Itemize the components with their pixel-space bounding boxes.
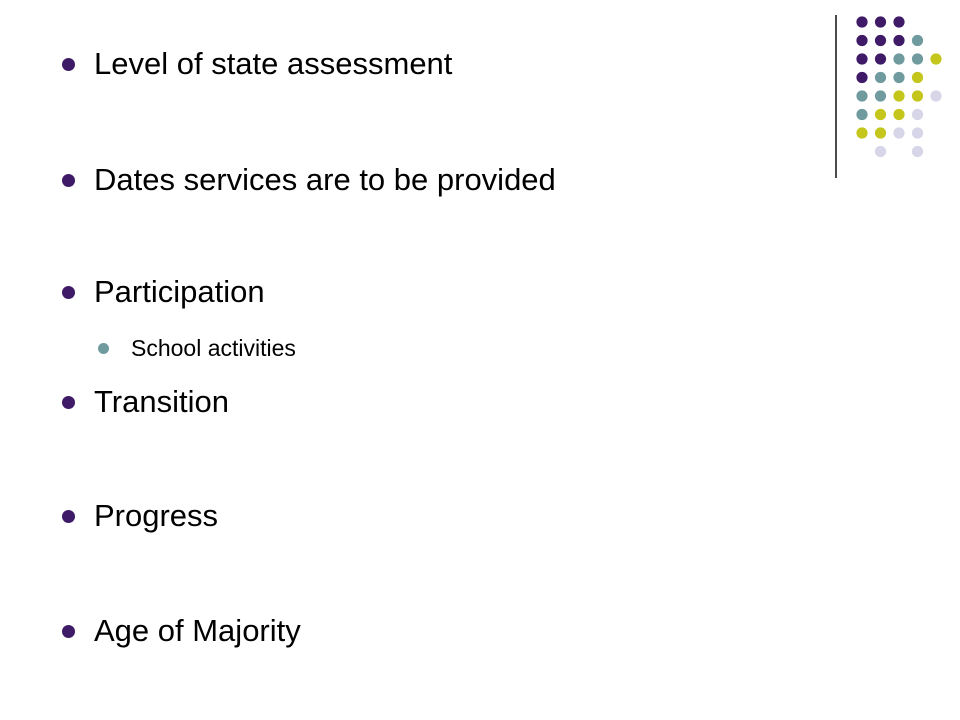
decor-dot-lime xyxy=(893,109,904,120)
decor-dot-purple xyxy=(875,53,886,64)
decor-dot-purple xyxy=(856,53,867,64)
decor-dot-purple xyxy=(856,35,867,46)
decor-dot-lime xyxy=(912,72,923,83)
decor-dot-lime xyxy=(893,90,904,101)
bullet-item-transition xyxy=(62,382,229,422)
decor-dot-teal xyxy=(893,72,904,83)
decor-dot-lavender xyxy=(912,127,923,138)
decor-dot-purple xyxy=(893,35,904,46)
decor-dot-teal xyxy=(856,109,867,120)
bullet-dot-icon xyxy=(62,396,75,409)
bullet-dot-icon xyxy=(62,174,75,187)
decor-dot-teal xyxy=(856,90,867,101)
decor-dot-lime xyxy=(856,127,867,138)
decor-dot-purple xyxy=(856,72,867,83)
bullet-dot-icon xyxy=(62,58,75,71)
decor-dot-lavender xyxy=(930,90,941,101)
bullet-text: Transition xyxy=(94,384,229,419)
decor-dot-lime xyxy=(912,90,923,101)
decor-dot-purple xyxy=(893,16,904,27)
bullet-item-progress xyxy=(62,496,218,536)
bullet-text: Progress xyxy=(94,498,219,533)
decor-dot-teal xyxy=(875,72,886,83)
sub-bullet-item-school-activities xyxy=(98,332,296,364)
bullet-dot-icon xyxy=(62,286,75,299)
sub-bullet-dot-icon xyxy=(98,343,109,354)
sub-bullet-text: School activities xyxy=(131,334,296,361)
decor-dot-purple xyxy=(875,16,886,27)
bullet-text: Dates services are to be provided xyxy=(94,162,556,197)
decor-dot-teal xyxy=(912,53,923,64)
bullet-text: Participation xyxy=(94,274,265,309)
decor-dot-teal xyxy=(875,90,886,101)
bullet-item-participation xyxy=(62,272,265,312)
bullet-item-state-assessment xyxy=(62,44,452,84)
decor-dot-lime xyxy=(875,127,886,138)
bullet-text: Age of Majority xyxy=(94,613,301,648)
decor-dot-lime xyxy=(875,109,886,120)
bullet-dot-icon xyxy=(62,510,75,523)
decor-dot-lavender xyxy=(893,127,904,138)
decor-dot-lavender xyxy=(875,146,886,157)
decor-dot-lime xyxy=(930,53,941,64)
decor-dot-purple xyxy=(856,16,867,27)
decor-dot-lavender xyxy=(912,109,923,120)
decor-dot-purple xyxy=(875,35,886,46)
decor-dot-teal xyxy=(893,53,904,64)
decor-dot-lavender xyxy=(912,146,923,157)
corner-dot-grid-decoration xyxy=(830,10,950,185)
bullet-dot-icon xyxy=(62,625,75,638)
decor-dot-teal xyxy=(912,35,923,46)
bullet-item-dates-services xyxy=(62,160,556,200)
bullet-item-age-of-majority xyxy=(62,611,301,651)
bullet-text: Level of state assessment xyxy=(94,46,453,81)
